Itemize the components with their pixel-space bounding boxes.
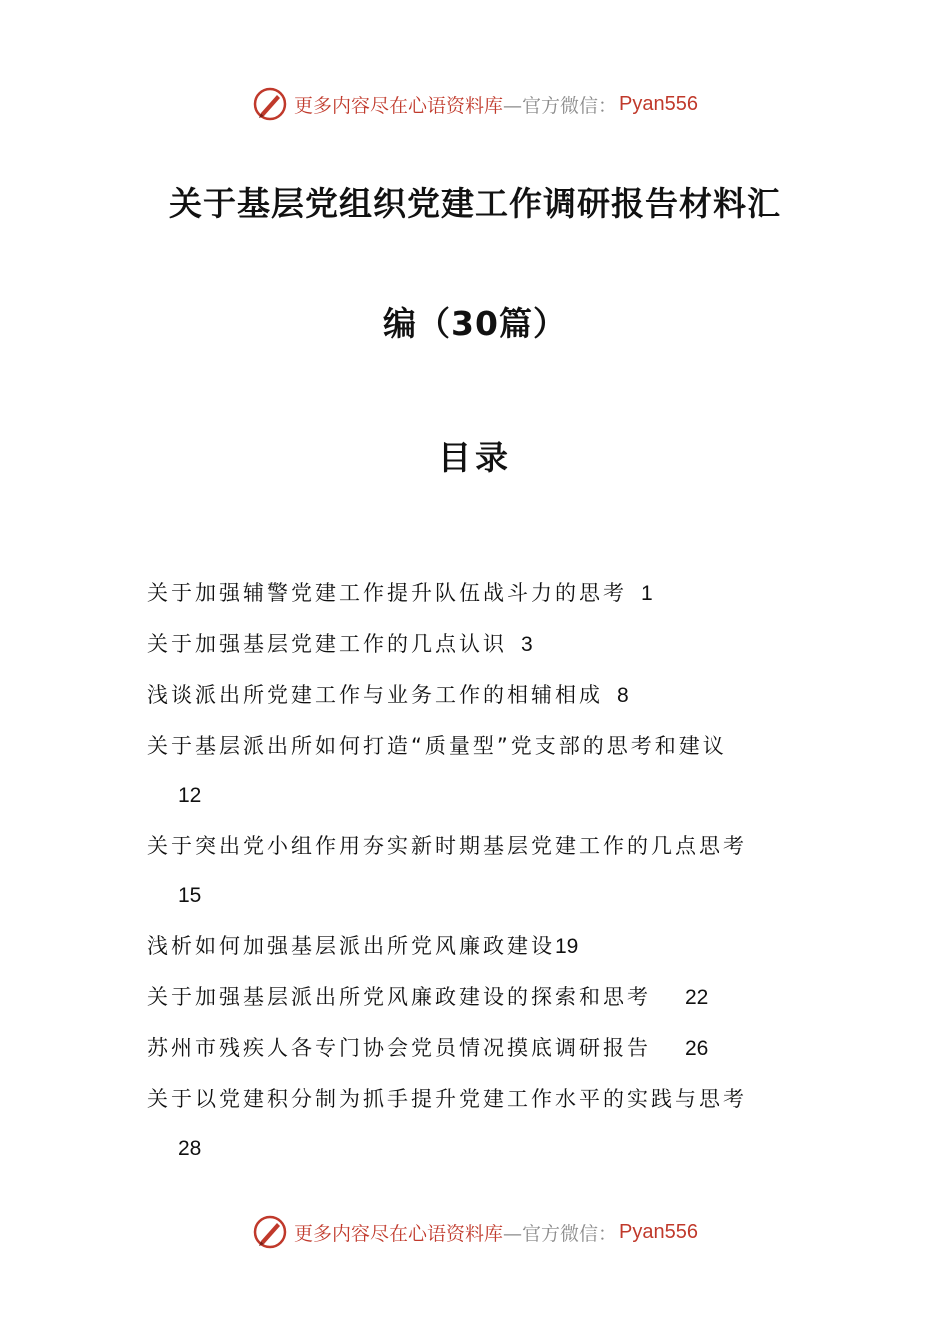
banner-wechat-id: Pyan556: [619, 92, 698, 115]
pen-logo-icon: [252, 1214, 288, 1250]
banner-sub: —官方微信：: [503, 94, 618, 117]
toc-entry-title: 苏州市残疾人各专门协会党员情况摸底调研报告: [147, 1036, 651, 1060]
toc-entry-title: 关于加强基层派出所党风廉政建设的探索和思考: [147, 985, 651, 1009]
banner-text: 更多内容尽在心语资料库: [294, 1222, 504, 1245]
toc-entry-page: 8: [617, 684, 629, 707]
toc-heading: 目录: [438, 438, 512, 477]
toc-entry-page: 12: [178, 784, 202, 807]
toc-entry-title: 关于加强基层党建工作的几点认识: [147, 632, 507, 656]
toc-entry[interactable]: [147, 921, 812, 972]
toc-entry-page: 26: [685, 1037, 709, 1060]
toc-entry-page: 15: [178, 884, 202, 907]
toc-entry-page: 1: [641, 582, 653, 605]
toc-entry[interactable]: [147, 1023, 812, 1074]
toc-entry[interactable]: [147, 721, 812, 821]
toc-entry[interactable]: [147, 568, 812, 619]
toc-entry-page: 28: [178, 1137, 202, 1160]
pen-logo-icon: [252, 86, 288, 122]
banner-wechat-id: Pyan556: [619, 1220, 698, 1243]
toc-entry-title: 浅谈派出所党建工作与业务工作的相辅相成: [147, 683, 603, 707]
banner-sub: —官方微信：: [503, 1222, 618, 1245]
toc-entry-title: 关于突出党小组作用夯实新时期基层党建工作的几点思考: [147, 834, 747, 858]
toc-entry[interactable]: [147, 1074, 812, 1174]
toc-entry[interactable]: [147, 670, 812, 721]
table-of-contents: [147, 568, 812, 1174]
document-title-line-2: 编（30篇）: [383, 304, 567, 343]
toc-entry[interactable]: [147, 821, 812, 921]
toc-entry-page: 3: [521, 633, 533, 656]
toc-entry-title: 关于基层派出所如何打造“质量型”党支部的思考和建议: [147, 734, 727, 758]
footer-banner: [0, 1212, 950, 1252]
toc-entry-page: 19: [555, 935, 579, 958]
header-banner: [0, 84, 950, 124]
toc-entry[interactable]: [147, 972, 812, 1023]
document-title-line-1: 关于基层党组织党建工作调研报告材料汇: [169, 184, 781, 223]
toc-entry-title: 关于以党建积分制为抓手提升党建工作水平的实践与思考: [147, 1087, 747, 1111]
toc-entry-title: 关于加强辅警党建工作提升队伍战斗力的思考: [147, 581, 627, 605]
toc-entry[interactable]: [147, 619, 812, 670]
banner-text: 更多内容尽在心语资料库: [294, 94, 504, 117]
toc-entry-title: 浅析如何加强基层派出所党风廉政建设: [147, 934, 555, 958]
toc-entry-page: 22: [685, 986, 709, 1009]
